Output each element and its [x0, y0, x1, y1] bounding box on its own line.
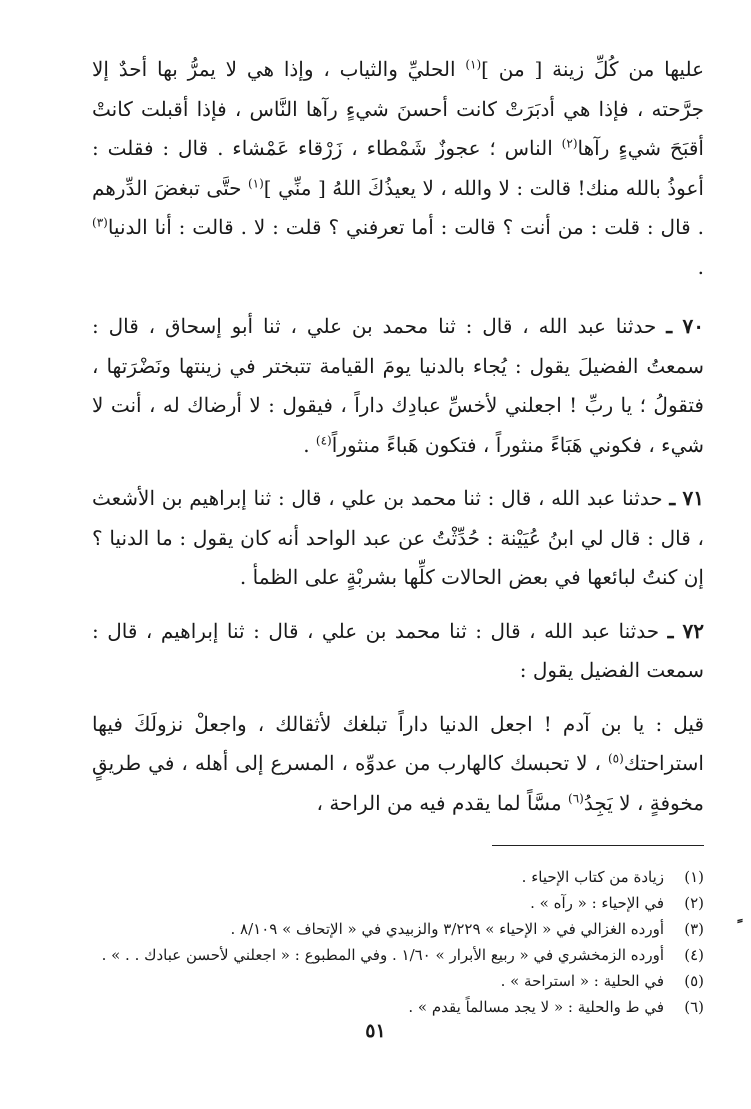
footnote-number: (١) — [684, 868, 704, 886]
footnote-number: (٥) — [684, 972, 704, 990]
footnote-text: أورده الزمخشري في « ربيع الأبرار » ١/٦٠ . وفي المطبوع : « اجعلني لأحسن عبادك . . » . — [101, 946, 664, 964]
footnote-number: (٤) — [684, 946, 704, 964]
footnote-ref: (٣) — [92, 215, 108, 230]
paragraph-number: ٧١ ـ — [669, 486, 704, 510]
text-run: الناس ؛ عجوزٌ شَمْطاء ، زَرْقاء عَمْشاء . قال : فقلت : أعوذُ بالله منك! قالت : لا والله ، لا يعيذُكَ اللهُ [ منِّي ] — [92, 136, 704, 200]
footnote-text: زيادة من كتاب الإحياء . — [521, 868, 664, 886]
page-body — [92, 50, 704, 1020]
footnote-ref: (٢) — [561, 136, 578, 151]
footnote — [92, 968, 704, 994]
text-run: الحليِّ والثياب ، وإذا هي لا يمرُّ بها أحدٌ إلا جرَّحته ، فإذا هي أدبَرَتْ كانت أحسنَ شيءٍ رآها النَّاس ، فإذا أقبلت كانتْ أقبَحَ شيءٍ رآها — [92, 57, 704, 160]
text-run: قيل : يا بن آدم ! اجعل الدنيا داراً تبلغك لأثقالك ، واجعلْ نزولَكَ فيها استراحتك — [92, 711, 704, 775]
footnote-ref: (٦) — [568, 790, 584, 805]
paragraph-quote — [92, 705, 704, 824]
paragraph-number: ٧٠ ـ — [666, 314, 704, 338]
footnote-separator — [492, 845, 704, 846]
footnotes — [92, 864, 704, 1020]
footnote-number: (٣) — [684, 920, 704, 938]
text-run: . — [697, 254, 704, 279]
footnote — [92, 942, 704, 968]
text-run: حدثنا عبد الله ، قال : ثنا محمد بن علي ، قال : ثنا إبراهيم ، قال : سمعت الفضيل يقول : — [92, 618, 704, 682]
footnote-text: في الإحياء : « رآه » . — [530, 894, 664, 912]
text-run: حدثنا عبد الله ، قال : ثنا محمد بن علي ، ثنا أبو إسحاق ، قال : سمعتُ الفضيلَ يقول : يُجاء بالدنيا يومَ القيامة تتبختر في زينتها ونَضْرَتها ، فتقولُ ؛ يا ربِّ ! اجعلني لأخسِّ عبادِك داراً ، فيقول : لا أرضاك له ، أنت لا شيء ، فكوني هَبَاءً منثوراً ، فتكون هَباءً منثوراً — [92, 314, 704, 457]
footnote-ref: (١) — [247, 175, 264, 190]
footnote-text: أورده الغزالي في « الإحياء » ٣/٢٢٩ والزبيدي في « الإتحاف » ٨/١٠٩ . — [230, 920, 664, 938]
footnote — [92, 994, 704, 1020]
paragraph-71 — [92, 479, 704, 598]
footnote-text: في ط والحلية : « لا يجد مسالماً يقدم » . — [408, 998, 664, 1016]
footnote-number: (٦) — [684, 998, 704, 1016]
footnote — [92, 890, 704, 916]
footnote — [92, 916, 704, 942]
text-run: مسَّاً لما يقدم فيه من الراحة ، — [316, 790, 569, 815]
footnote — [92, 864, 704, 890]
paragraph-70 — [92, 307, 704, 465]
footnote-ref: (١) — [465, 57, 482, 72]
footnote-number: (٢) — [684, 894, 704, 912]
text-run: حتَّى تبغضَ الدِّرهم . قال : قلت : من أنت ؟ قالت : أما تعرفني ؟ قلت : لا . قالت : أنا الدنيا — [92, 175, 704, 239]
text-run: . — [303, 432, 316, 457]
text-run: ، لا تحبسك كالهارب من عدوِّه ، المسرع إلى أهله ، في طريقٍ مخوفةٍ ، لا يَجِدُ — [92, 751, 704, 815]
text-run: حدثنا عبد الله ، قال : ثنا محمد بن علي ، قال : ثنا إبراهيم بن الأشعث ، قال : قال لي ابنُ عُيَيْنة : حُدِّثْتُ عن عبد الواحد أنه كان يقول : ما الدنيا ؟ إن كنتُ لبائعها في بعض الحالات كلِّها بشربْةٍ على الظمأ . — [92, 486, 704, 589]
footnote-ref: (٤) — [315, 432, 332, 447]
footnote-text: في الحلية : « استراحة » . — [500, 972, 664, 990]
main-text — [92, 50, 704, 823]
text-run: عليها من كُلِّ زينة [ من ] — [481, 57, 705, 81]
footnote-ref: (٥) — [607, 751, 624, 766]
paragraph-72 — [92, 612, 704, 691]
paragraph-continued — [92, 50, 704, 287]
paragraph-number: ٧٢ ـ — [667, 618, 704, 643]
page-number: ٥١ — [365, 1020, 386, 1042]
